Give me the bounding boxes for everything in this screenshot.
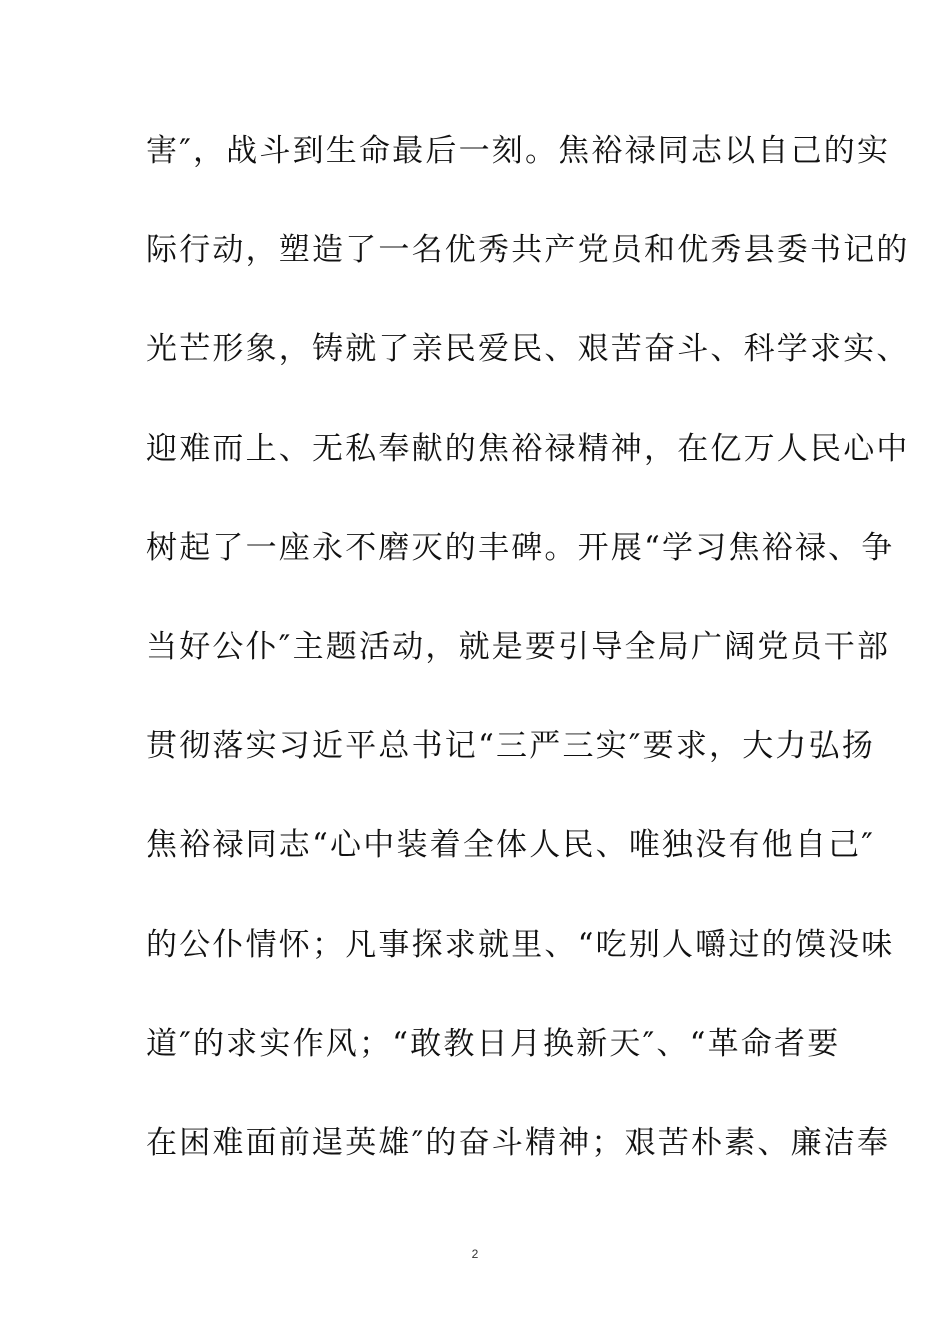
- text-line: 当好公仆″主题活动，就是要引导全局广阔党员干部: [146, 628, 891, 665]
- page-number: 2: [471, 1247, 479, 1261]
- text-line: 树起了一座永不磨灭的丰碑。开展“学习焦裕禄、争: [146, 529, 895, 566]
- text-line: 害″，战斗到生命最后一刻。焦裕禄同志以自己的实: [146, 133, 891, 169]
- body-text: [146, 126, 910, 1217]
- text-line: 在困难面前逞英雄″的奋斗精神；艰苦朴素、廉洁奉: [146, 1124, 891, 1161]
- text-line: 际行动，塑造了一名优秀共产党员和优秀县委书记的: [146, 232, 910, 269]
- text-line: 迎难而上、无私奉献的焦裕禄精神，在亿万人民心中: [146, 430, 910, 467]
- text-line: 的公仆情怀；凡事探求就里、“吃别人嚼过的馍没味: [146, 926, 895, 963]
- text-line: 贯彻落实习近平总书记“三严三实″要求，大力弘扬: [146, 728, 876, 765]
- text-line: 焦裕禄同志“心中装着全体人民、唯独没有他自己″: [146, 827, 876, 864]
- text-line: 光芒形象，铸就了亲民爱民、艰苦奋斗、科学求实、: [146, 331, 910, 368]
- text-line: 道″的求实作风；“敢教日月换新天″、“革命者要: [146, 1025, 841, 1062]
